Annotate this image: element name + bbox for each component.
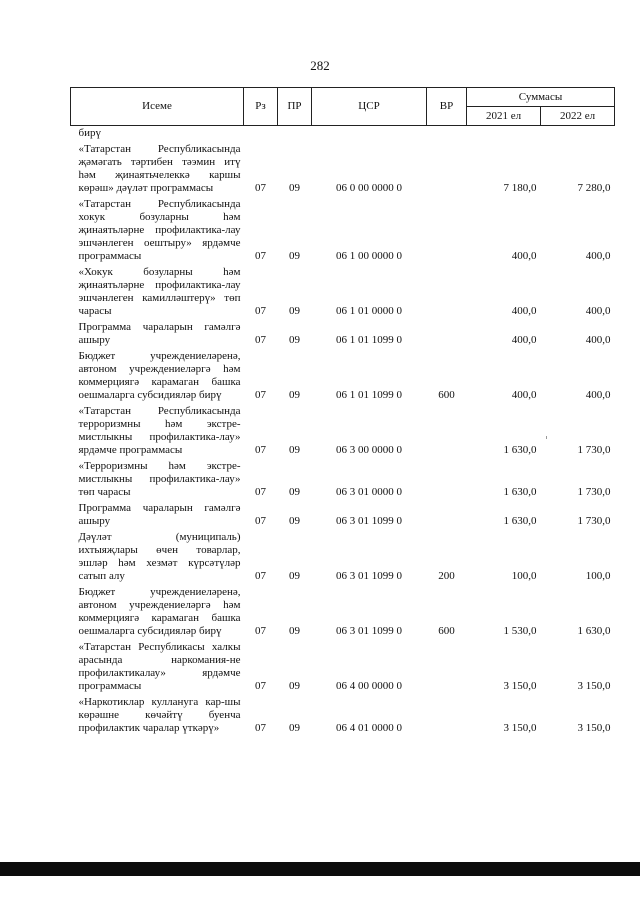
- scan-bottom-bar: [0, 862, 640, 876]
- table-row: [71, 640, 615, 695]
- row-name: бирү: [78, 127, 101, 139]
- header-name: Исеме: [71, 88, 244, 126]
- row-vr: [427, 501, 467, 530]
- row-name: «Наркотиклар куллануга кар-шы көрәшне көчәйтү буенча профилактик чаралар үткәрү»: [78, 696, 241, 734]
- row-amount-2021: 7 180,0: [503, 182, 537, 194]
- row-amount-2021: 400,0: [511, 389, 537, 401]
- row-rz: 07: [255, 389, 266, 401]
- row-name: «Татарстан Республикасында терроризмны һәм экстре-мистлыкны профилактика-лау» ярдәмче программасы: [78, 405, 241, 456]
- table-row: [71, 404, 615, 459]
- row-pr: 09: [289, 182, 300, 194]
- row-vr: [427, 695, 467, 737]
- row-vr: [427, 459, 467, 501]
- row-csr: 06 1 01 0000 0: [336, 305, 402, 317]
- row-amount-2021: 1 630,0: [503, 486, 537, 498]
- row-vr: [427, 126, 467, 143]
- row-amount-2021: 400,0: [511, 305, 537, 317]
- row-rz: 07: [255, 486, 266, 498]
- row-rz: 07: [255, 182, 266, 194]
- row-amount-2021: 3 150,0: [503, 680, 537, 692]
- row-amount-2021: 100,0: [511, 570, 537, 582]
- row-csr: 06 4 00 0000 0: [336, 680, 402, 692]
- row-csr: 06 1 00 0000 0: [336, 250, 402, 262]
- row-rz: [244, 126, 278, 143]
- row-rz: 07: [255, 680, 266, 692]
- header-year-2022: 2022 ел: [541, 107, 615, 126]
- row-amount-2021: 400,0: [511, 250, 537, 262]
- row-vr: [427, 404, 467, 459]
- header-pr: ПР: [278, 88, 312, 126]
- table-row: [71, 349, 615, 404]
- row-csr: 06 1 01 1099 0: [336, 389, 402, 401]
- row-pr: 09: [289, 680, 300, 692]
- header-amounts: Суммасы: [467, 88, 615, 107]
- row-csr: 06 3 01 1099 0: [336, 570, 402, 582]
- table-row: [71, 501, 615, 530]
- row-name: «Татарстан Республикасында хокук бозуларны һәм җинаятьләрне профилактика-лау эшчәнлеген оештыру» ярдәмче программасы: [78, 198, 241, 262]
- row-pr: 09: [289, 625, 300, 637]
- row-name: «Татарстан Республикасы халкы арасында наркомания-не профилактикалау» ярдәмче программасы: [78, 641, 241, 692]
- header-vr: ВР: [427, 88, 467, 126]
- row-vr: [427, 197, 467, 265]
- row-amount-2022: 100,0: [585, 570, 611, 582]
- row-csr: 06 3 00 0000 0: [336, 444, 402, 456]
- row-pr: [278, 126, 312, 143]
- row-pr: 09: [289, 305, 300, 317]
- row-vr: [427, 320, 467, 349]
- table-row: [71, 320, 615, 349]
- row-rz: 07: [255, 334, 266, 346]
- header-csr: ЦСР: [312, 88, 427, 126]
- row-pr: 09: [289, 444, 300, 456]
- row-csr: 06 1 01 1099 0: [336, 334, 402, 346]
- row-csr: 06 4 01 0000 0: [336, 722, 402, 734]
- table-row: [71, 197, 615, 265]
- row-amount-2022: 1 730,0: [577, 444, 611, 456]
- row-pr: 09: [289, 515, 300, 527]
- table-header: [71, 88, 615, 126]
- row-vr: 200: [438, 570, 455, 582]
- row-amount-2021: 400,0: [511, 334, 537, 346]
- row-name: Бюджет учреждениеләренә, автоном учреждениеләргә һәм коммерциягә карамаган башка оешмаларга субсидияләр бирү: [78, 350, 241, 401]
- row-amount-2022: 1 630,0: [577, 625, 611, 637]
- table-row: [71, 265, 615, 320]
- row-csr: 06 0 00 0000 0: [336, 182, 402, 194]
- row-csr: 06 3 01 1099 0: [336, 625, 402, 637]
- table-body: [71, 126, 615, 738]
- table-row: [71, 126, 615, 143]
- row-name: Бюджет учреждениеләренә, автоном учреждениеләргә һәм коммерциягә карамаган башка оешмаларга субсидияләр бирү: [78, 586, 241, 637]
- row-rz: 07: [255, 250, 266, 262]
- row-name: «Хокук бозуларны һәм җинаятьләрне профилактика-лау эшчәнлеген камилләштерү» төп чарасы: [78, 266, 241, 317]
- budget-table: [70, 87, 615, 737]
- row-pr: 09: [289, 389, 300, 401]
- row-vr: 600: [438, 389, 455, 401]
- row-rz: 07: [255, 722, 266, 734]
- page-number: 282: [310, 58, 330, 73]
- row-rz: 07: [255, 305, 266, 317]
- row-amount-2021: 1 530,0: [503, 625, 537, 637]
- row-amount-2022: [541, 126, 615, 143]
- row-name: «Татарстан Республикасында җәмәгать тәртибен тәэмин итү һәм җинаятьчелеккә каршы көрәш» дәүләт программасы: [78, 143, 241, 194]
- header-year-2021: 2021 ел: [467, 107, 541, 126]
- row-csr: [312, 126, 427, 143]
- row-csr: 06 3 01 1099 0: [336, 515, 402, 527]
- row-vr: [427, 265, 467, 320]
- header-rz: Рз: [244, 88, 278, 126]
- table-row: [71, 530, 615, 585]
- row-name: Дәүләт (муниципаль) ихтыяҗлары өчен товарлар, эшләр һәм хезмәт күрсәтүләр сатып алу: [78, 531, 241, 582]
- row-name: Программа чараларын гамәлгә ашыру: [78, 321, 241, 346]
- row-vr: [427, 640, 467, 695]
- row-amount-2022: 400,0: [585, 305, 611, 317]
- row-amount-2022: 400,0: [585, 334, 611, 346]
- row-pr: 09: [289, 334, 300, 346]
- row-amount-2022: 3 150,0: [577, 722, 611, 734]
- row-amount-2022: 400,0: [585, 250, 611, 262]
- row-csr: 06 3 01 0000 0: [336, 486, 402, 498]
- row-pr: 09: [289, 722, 300, 734]
- row-amount-2021: 1 630,0: [503, 444, 537, 456]
- row-vr: 600: [438, 625, 455, 637]
- scan-mark: [546, 436, 547, 439]
- table-row: [71, 585, 615, 640]
- row-amount-2022: 3 150,0: [577, 680, 611, 692]
- row-pr: 09: [289, 570, 300, 582]
- row-amount-2022: 400,0: [585, 389, 611, 401]
- row-rz: 07: [255, 444, 266, 456]
- table-row: [71, 695, 615, 737]
- row-name: Программа чараларын гамәлгә ашыру: [78, 502, 241, 527]
- row-amount-2022: 1 730,0: [577, 486, 611, 498]
- row-rz: 07: [255, 515, 266, 527]
- row-amount-2021: [467, 126, 541, 143]
- row-amount-2022: 7 280,0: [577, 182, 611, 194]
- row-pr: 09: [289, 250, 300, 262]
- row-amount-2021: 1 630,0: [503, 515, 537, 527]
- table-row: [71, 142, 615, 197]
- table-row: [71, 459, 615, 501]
- row-amount-2022: 1 730,0: [577, 515, 611, 527]
- row-amount-2021: 3 150,0: [503, 722, 537, 734]
- row-rz: 07: [255, 570, 266, 582]
- row-pr: 09: [289, 486, 300, 498]
- row-name: «Терроризмны һәм экстре-мистлыкны профилактика-лау» төп чарасы: [78, 460, 241, 498]
- row-rz: 07: [255, 625, 266, 637]
- row-vr: [427, 142, 467, 197]
